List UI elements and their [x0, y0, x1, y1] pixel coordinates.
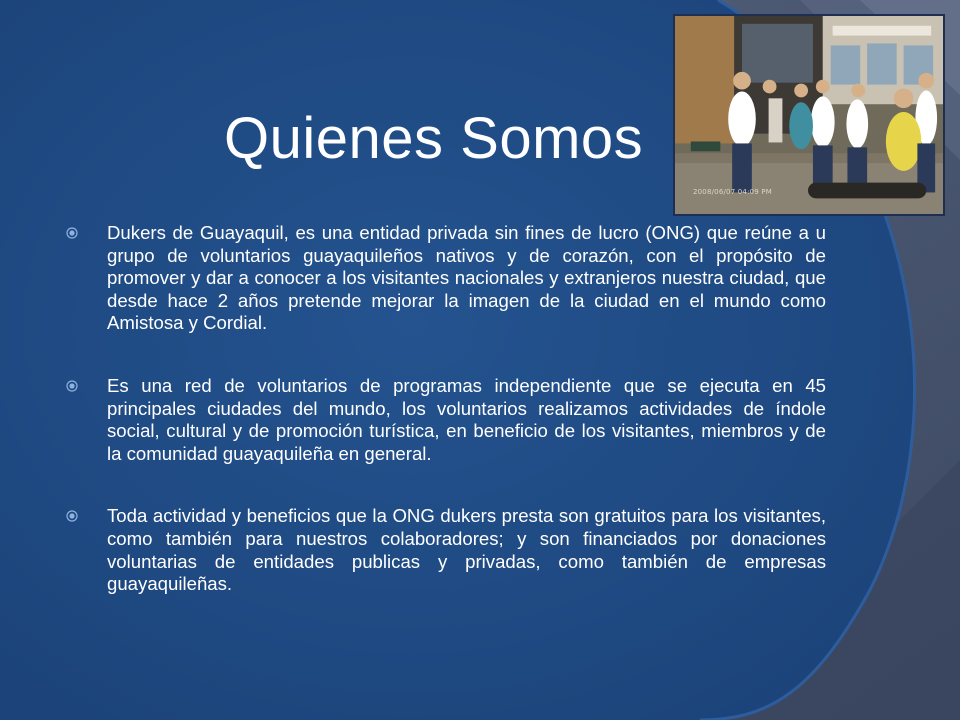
- slide-title: Quienes Somos: [224, 106, 644, 171]
- bullet-text: Toda actividad y beneficios que la ONG dukers presta son gratuitos para los visitantes, como también para nuestros colaboradores; y son financiados por donaciones voluntarias de entidades publicas y privadas, como también de empresas guayaquileñas.: [107, 505, 826, 595]
- photo-illustration: [675, 16, 943, 214]
- bullet-list: [66, 222, 826, 636]
- bullet-item: [66, 505, 826, 595]
- volunteers-photo: [673, 14, 945, 216]
- bullet-item: [66, 222, 826, 335]
- bullet-item: [66, 375, 826, 465]
- circle-dot-bullet-icon: [66, 510, 78, 522]
- photo-timestamp: 2008/06/07 04:09 PM: [693, 188, 773, 196]
- bullet-text: Dukers de Guayaquil, es una entidad privada sin fines de lucro (ONG) que reúne a u grupo de voluntarios guayaquileños nativos y de corazón, con el propósito de promover y dar a conocer a los visitantes nacionales y extranjeros nuestra ciudad, que desde hace 2 años pretende mejorar la imagen de la ciudad en el mundo como Amistosa y Cordial.: [107, 222, 826, 334]
- bullet-text: Es una red de voluntarios de programas independiente que se ejecuta en 45 principales ciudades del mundo, los voluntarios realizamos actividades de índole social, cultural y de promoción turística, en beneficio de los visitantes, miembros y de la comunidad guayaquileña en general.: [107, 374, 826, 464]
- circle-dot-bullet-icon: [66, 380, 78, 392]
- circle-dot-bullet-icon: [66, 227, 78, 239]
